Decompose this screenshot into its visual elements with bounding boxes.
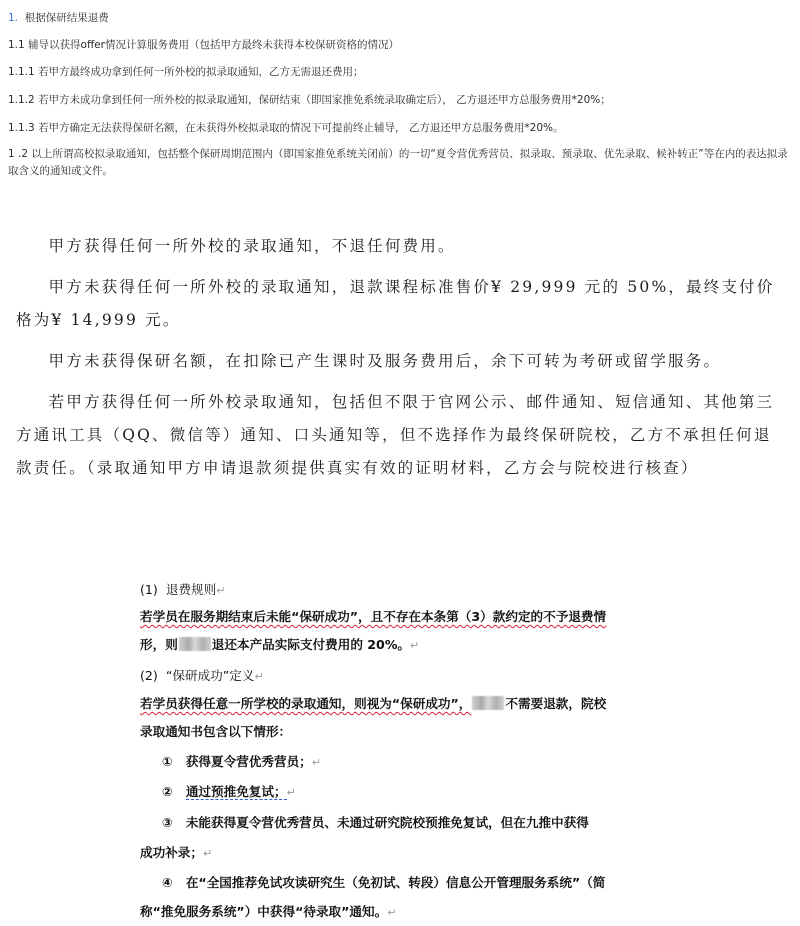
clause-1-1-2: 1.1.2 若甲方未成功拿到任何一所外校的拟录取通知，保研结束（即国家推免系统录取确定后）， 乙方退还甲方总服务费用*20%； bbox=[8, 94, 611, 106]
redacted-name bbox=[472, 696, 504, 710]
rule-1-text-1: 若学员在服务期结束后未能“保研成功”，且不存在本条第（3）款约定的不予退费情 bbox=[140, 609, 607, 624]
rule-2-line-1 bbox=[140, 693, 606, 712]
list-item-2 bbox=[162, 781, 296, 800]
paragraph-mark-icon: ↵ bbox=[410, 639, 420, 652]
item-1-text: 获得夏令营优秀营员； bbox=[185, 754, 312, 769]
item-4-text-1: 在“全国推荐免试攻读研究生（免初试、转段）信息公开管理服务系统”（简 bbox=[185, 875, 606, 890]
rule-1-text-2b: 退还本产品实际支付费用的 20%。 bbox=[211, 637, 411, 652]
item-2-number: ② bbox=[162, 784, 173, 799]
item-3-text-1: 未能获得夏令营优秀营员、未通过研究院校预推免复试，但在九推中获得 bbox=[185, 815, 589, 830]
clause-1-2: 1 .2 以上所谓高校拟录取通知，包括整个保研周期范围内（即国家推免系统关闭前）的一切“夏令营优秀营员、拟录取、预录取、优先录取、候补转正”等在内的表达拟录取含义的通知或文件。 bbox=[8, 148, 788, 177]
item-4-text-2: 称“推免服务系统”）中获得“待录取”通知。 bbox=[140, 904, 388, 919]
list-item-3 bbox=[162, 812, 589, 831]
list-item-4-cont bbox=[140, 901, 396, 920]
heading-text: 根据保研结果退费 bbox=[24, 12, 109, 24]
list-item-3-cont bbox=[140, 842, 212, 861]
list-item-1 bbox=[162, 751, 321, 770]
paragraph-not-chosen: 若甲方获得任何一所外校录取通知，包括但不限于官网公示、邮件通知、短信通知、其他第三方通讯工具（QQ、微信等）通知、口头通知等，但不选择作为最终保研院校，乙方不承担任何退款责任。（录取通知甲方申请退款须提供真实有效的证明材料，乙方会与院校进行核查） bbox=[16, 393, 775, 477]
paragraph-mark-icon: ↵ bbox=[202, 847, 213, 860]
list-item-4 bbox=[162, 872, 605, 891]
rule-2-line-2 bbox=[140, 721, 291, 740]
paragraph-mark-icon: ↵ bbox=[311, 756, 321, 769]
rule-2-text-2: 录取通知书包含以下情形： bbox=[140, 724, 292, 739]
rule-1-text-2a: 形，则 bbox=[140, 637, 178, 652]
rule-2-title: “保研成功”定义 bbox=[165, 668, 255, 683]
item-2-text: 通过预推免复试； bbox=[185, 784, 287, 799]
item-1-number: ① bbox=[162, 754, 173, 769]
rule-1-line-1 bbox=[140, 606, 606, 625]
rule-1-heading bbox=[140, 579, 225, 598]
rule-1-number: (1) bbox=[140, 582, 158, 597]
paragraph-admitted: 甲方获得任何一所外校的录取通知，不退任何费用。 bbox=[48, 237, 456, 255]
clause-1-1-3: 1.1.3 若甲方确定无法获得保研名额，在未获得外校拟录取的情况下可提前终止辅导， 乙方退还甲方总服务费用*20%。 bbox=[8, 122, 564, 134]
item-4-number: ④ bbox=[162, 875, 173, 890]
rule-2-number: (2) bbox=[140, 668, 158, 683]
heading-number: 1. bbox=[8, 12, 19, 24]
refund-paragraphs bbox=[16, 230, 780, 485]
rule-1-title: 退费规则 bbox=[165, 582, 217, 597]
clause-1-1: 1.1 辅导以获得offer情况计算服务费用（包括甲方最终未获得本校保研资格的情况） bbox=[8, 39, 399, 51]
item-3-text-2: 成功补录； bbox=[140, 845, 203, 860]
item-3-number: ③ bbox=[162, 815, 173, 830]
paragraph-mark-icon: ↵ bbox=[286, 786, 296, 799]
paragraph-mark-icon: ↵ bbox=[216, 584, 226, 597]
refund-heading bbox=[8, 10, 794, 25]
paragraph-mark-icon: ↵ bbox=[387, 906, 397, 919]
rule-2-text-1b: 不需要退款，院校 bbox=[505, 696, 607, 711]
paragraph-mark-icon: ↵ bbox=[254, 670, 264, 683]
paragraph-not-admitted: 甲方未获得任何一所外校的录取通知，退款课程标准售价¥ 29,999 元的 50%，最终支付价格为¥ 14,999 元。 bbox=[16, 278, 775, 329]
redacted-name bbox=[179, 637, 211, 651]
rule-2-text-1a: 若学员获得任意一所学校的录取通知，则视为“保研成功”， bbox=[140, 696, 472, 711]
rule-2-heading bbox=[140, 665, 264, 684]
clause-1-1-1: 1.1.1 若甲方最终成功拿到任何一所外校的拟录取通知，乙方无需退还费用； bbox=[8, 66, 364, 78]
paragraph-no-quota: 甲方未获得保研名额，在扣除已产生课时及服务费用后，余下可转为考研或留学服务。 bbox=[48, 352, 722, 370]
rule-1-line-2 bbox=[140, 634, 419, 653]
